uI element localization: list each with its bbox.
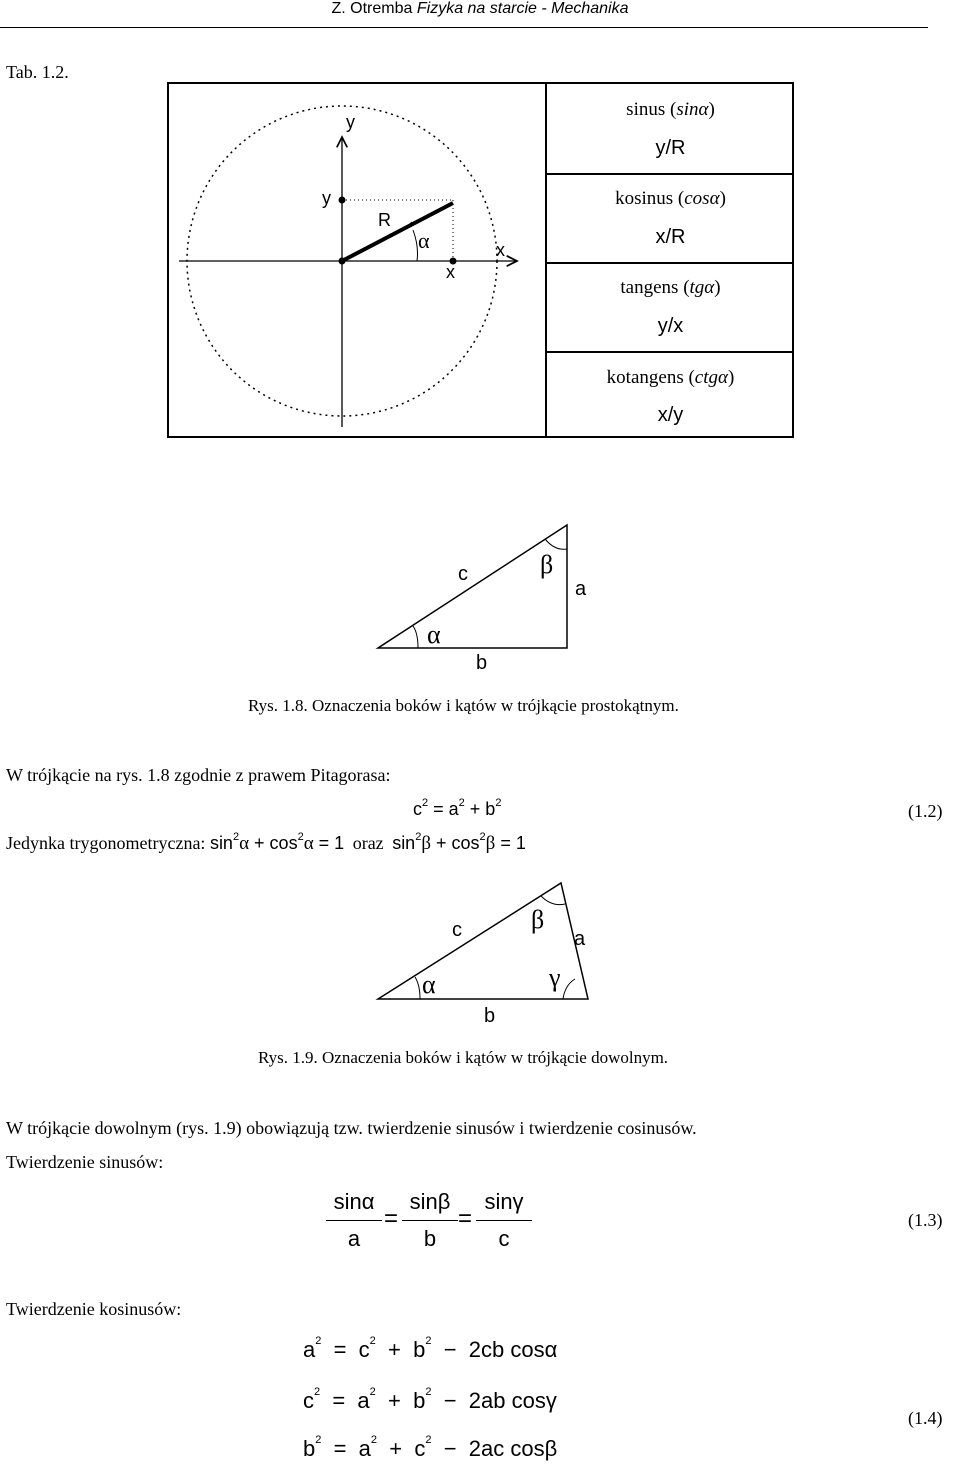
fn-name-cos: kosinus (cosα) — [615, 188, 726, 209]
identity-label: Jedynka trygonometryczna: — [6, 833, 206, 853]
header-rule — [0, 27, 928, 28]
fn-value-tg: y/x — [657, 315, 684, 337]
fig18-label-beta: β — [540, 550, 554, 579]
identity-beta: $\sin^2\beta + \cos^2\beta = 1$ — [392, 831, 526, 854]
fig19-label-alpha: α — [422, 970, 436, 999]
cosines-label: Twierdzenie kosinusów: — [6, 1299, 182, 1319]
fig18-label-b: b — [476, 652, 488, 674]
fig19-label-a: a — [574, 928, 586, 950]
fig18-label-a: a — [575, 578, 587, 600]
radius-line — [342, 203, 453, 261]
origin-point — [339, 258, 346, 265]
identity-oraz: oraz — [352, 833, 384, 853]
table-row-separator — [545, 262, 794, 264]
fig18-label-alpha: α — [427, 620, 441, 649]
header-book-title: Fizyka na starcie - Mechanika — [416, 0, 629, 17]
y-point — [339, 197, 346, 204]
laws-intro: W trójkącie dowolnym (rys. 1.9) obowiązują tzw. twierdzenie sinusów i twierdzenie cosinusów. — [6, 1118, 697, 1138]
pythagoras-intro: W trójkącie na rys. 1.8 zgodnie z prawem Pitagorasa: — [6, 765, 391, 785]
sines-eq-number: (1.3) — [908, 1210, 943, 1230]
trig-identity-line — [6, 833, 526, 855]
fn-name-sin: sinus (sinα) — [626, 99, 715, 120]
general-triangle-figure — [370, 875, 600, 1010]
cosines-eq-number: (1.4) — [908, 1408, 943, 1428]
pythagoras-equation: $c^2 = a^2 + b^2$ — [413, 797, 502, 819]
sines-label: Twierdzenie sinusów: — [6, 1152, 164, 1172]
identity-alpha: $\sin^2\alpha + \cos^2\alpha = 1$ — [209, 831, 345, 854]
alpha-arc — [413, 626, 418, 648]
fn-value-ctg: x/y — [657, 404, 684, 426]
alpha-arc — [415, 977, 420, 999]
point-x-label: x — [446, 262, 455, 282]
equals-sign: = — [384, 1205, 399, 1232]
pythagoras-eq-number: (1.2) — [908, 801, 943, 821]
fn-name-tg: tangens (tgα) — [620, 277, 721, 298]
axis-y-label: y — [346, 112, 355, 132]
header-author: Z. Otremba — [331, 0, 413, 17]
sines-fraction: sinα a — [326, 1188, 382, 1253]
sines-fraction: sinγ c — [476, 1188, 532, 1253]
table-label: Tab. 1.2. — [6, 62, 69, 82]
fig19-label-gamma: γ — [549, 963, 561, 992]
running-header — [0, 0, 960, 18]
fig18-label-c: c — [458, 563, 468, 585]
cosines-equation-a: $a^2 = c^2 + b^2 - 2cb$ cosα — [303, 1335, 558, 1362]
unit-circle-diagram — [167, 82, 545, 438]
table-row-separator — [545, 173, 794, 175]
equals-sign: = — [458, 1205, 473, 1232]
fig18-caption: Rys. 1.8. Oznaczenia boków i kątów w trójkącie prostokątnym. — [248, 696, 679, 715]
point-y-label: y — [322, 188, 331, 208]
beta-arc — [541, 896, 565, 905]
table-row-separator — [545, 351, 794, 353]
fn-name-ctg: kotangens (ctgα) — [606, 367, 735, 388]
sines-fraction: sinβ b — [402, 1188, 458, 1253]
gamma-arc — [563, 979, 575, 999]
right-triangle-figure — [370, 515, 580, 655]
cosines-equation-c: $c^2 = a^2 + b^2 - 2ab$ cosγ — [303, 1386, 557, 1413]
fn-value-sin: y/R — [655, 137, 686, 159]
fig19-label-b: b — [484, 1005, 496, 1027]
fn-value-cos: x/R — [655, 226, 686, 248]
fig19-caption: Rys. 1.9. Oznaczenia boków i kątów w trójkącie dowolnym. — [258, 1048, 669, 1067]
radius-label: R — [378, 210, 391, 230]
fig19-label-c: c — [452, 919, 462, 941]
angle-arc — [413, 230, 418, 261]
axis-x-label: x — [496, 240, 505, 260]
right-triangle — [378, 525, 567, 648]
cosines-equation-b: $b^2 = a^2 + c^2 - 2ac$ cosβ — [303, 1434, 558, 1461]
beta-arc — [545, 539, 567, 549]
angle-label: α — [418, 228, 430, 253]
fig19-label-beta: β — [531, 905, 545, 934]
